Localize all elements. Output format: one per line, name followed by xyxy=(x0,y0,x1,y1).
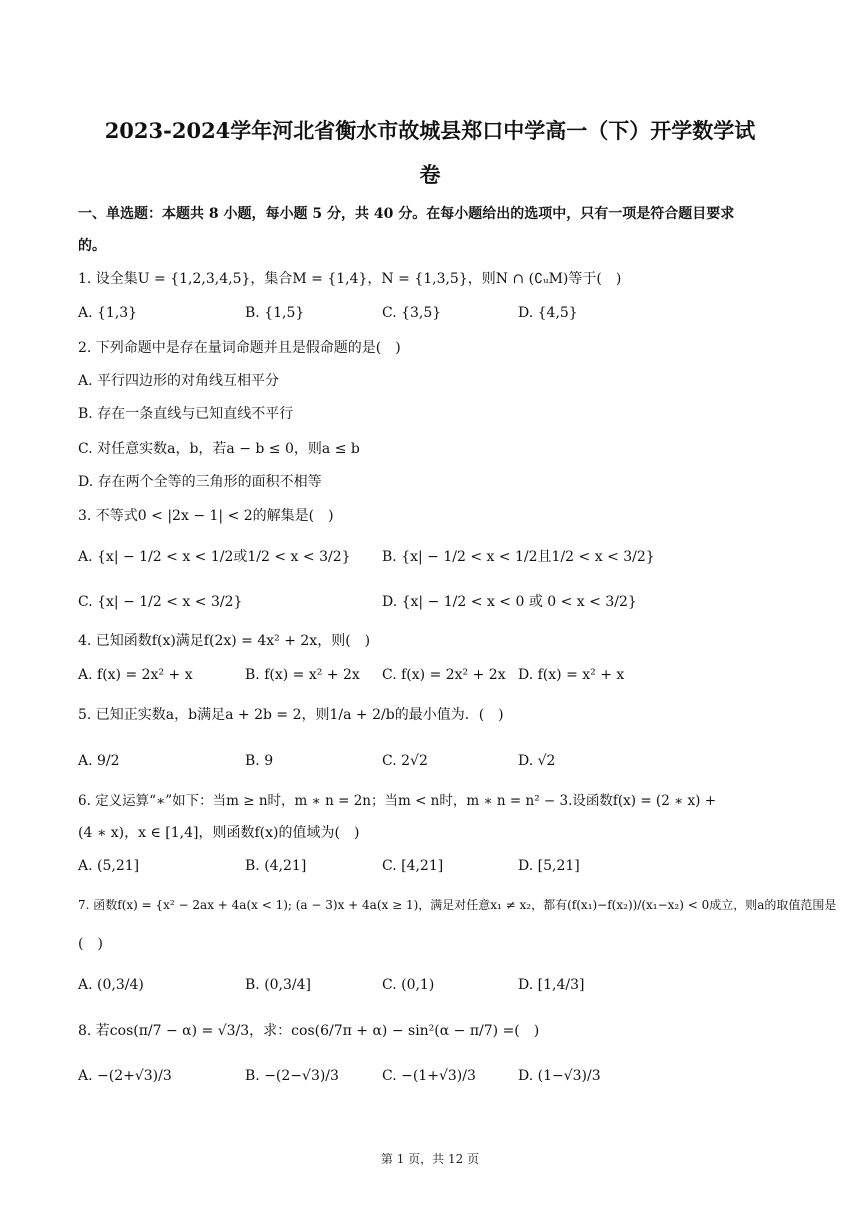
q7-option-a: A. (0,3/4) xyxy=(78,977,144,993)
q4-option-b: B. f(x) = x² + 2x xyxy=(245,667,360,683)
q5-option-d: D. √2 xyxy=(518,753,556,769)
q8-stem: 8. 若cos(π/7 − α) = √3/3，求：cos(6/7π + α) − sin²(α − π/7) =( ) xyxy=(78,1023,540,1039)
q7-option-c: C. (0,1) xyxy=(382,977,435,993)
q2-option-d: D. 存在两个全等的三角形的面积不相等 xyxy=(78,474,322,490)
q4-option-c: C. f(x) = 2x² + 2x xyxy=(382,667,506,683)
q8-option-b: B. −(2−√3)/3 xyxy=(245,1068,339,1084)
q5-option-a: A. 9/2 xyxy=(78,753,120,769)
q1-option-b: B. {1,5} xyxy=(245,305,305,321)
q3-stem: 3. 不等式0 < |2x − 1| < 2的解集是( ) xyxy=(78,508,334,524)
q2-option-b: B. 存在一条直线与已知直线不平行 xyxy=(78,406,294,422)
q7-stem: 7. 函数f(x) = {x² − 2ax + 4a(x < 1); (a − 3)x + 4a(x ≥ 1)，满足对任意x₁ ≠ x₂，都有(f(x₁)−f(x₂))/(x₁−x₂) < 0成立，则a的取值范围是 xyxy=(78,898,837,912)
q1-option-d: D. {4,5} xyxy=(518,305,578,321)
q6-option-b: B. (4,21] xyxy=(245,858,307,874)
q8-option-d: D. (1−√3)/3 xyxy=(518,1068,601,1084)
page-footer: 第 1 页，共 12 页 xyxy=(380,1152,480,1166)
q7-option-d: D. [1,4/3] xyxy=(518,977,585,993)
q6-stem-cont: (4 ∗ x)，x ∈ [1,4]，则函数f(x)的值域为( ) xyxy=(78,825,360,841)
q3-option-b: B. {x| − 1/2 < x < 1/2且1/2 < x < 3/2} xyxy=(382,549,655,565)
q4-stem: 4. 已知函数f(x)满足f(2x) = 4x² + 2x，则( ) xyxy=(78,633,371,649)
exam-title-line2: 卷 xyxy=(419,162,441,187)
q7-option-b: B. (0,3/4] xyxy=(245,977,312,993)
q5-option-c: C. 2√2 xyxy=(382,753,428,769)
q2-option-c: C. 对任意实数a，b，若a − b ≤ 0，则a ≤ b xyxy=(78,441,360,457)
q2-stem: 2. 下列命题中是存在量词命题并且是假命题的是( ) xyxy=(78,340,401,356)
q6-option-c: C. [4,21] xyxy=(382,858,444,874)
q1-stem: 1. 设全集U = {1,2,3,4,5}，集合M = {1,4}，N = {1,3,5}，则N ∩ (∁ᵤM)等于( ) xyxy=(78,271,622,287)
q8-option-a: A. −(2+√3)/3 xyxy=(78,1068,172,1084)
q1-option-c: C. {3,5} xyxy=(382,305,442,321)
q3-option-a: A. {x| − 1/2 < x < 1/2或1/2 < x < 3/2} xyxy=(78,549,351,565)
q1-option-a: A. {1,3} xyxy=(78,305,138,321)
q5-stem: 5. 已知正实数a，b满足a + 2b = 2，则1/a + 2/b的最小值为．( ) xyxy=(78,707,504,723)
q5-option-b: B. 9 xyxy=(245,753,274,769)
q4-option-a: A. f(x) = 2x² + x xyxy=(78,667,193,683)
section-header: 一、单选题：本题共 8 小题，每小题 5 分，共 40 分。在每小题给出的选项中，只有一项是符合题目要求 xyxy=(78,206,735,222)
q6-option-d: D. [5,21] xyxy=(518,858,580,874)
q3-option-c: C. {x| − 1/2 < x < 3/2} xyxy=(78,594,243,610)
exam-title-line1: 2023-2024学年河北省衡水市故城县郑口中学高一（下）开学数学试 xyxy=(104,118,756,143)
q8-option-c: C. −(1+√3)/3 xyxy=(382,1068,476,1084)
q6-stem: 6. 定义运算“∗”如下：当m ≥ n时，m ∗ n = 2n；当m < n时，m ∗ n = n² − 3.设函数f(x) = (2 ∗ x) + xyxy=(78,793,717,809)
q2-option-a: A. 平行四边形的对角线互相平分 xyxy=(78,373,280,389)
section-header-cont: 的。 xyxy=(78,238,106,254)
q6-option-a: A. (5,21] xyxy=(78,858,140,874)
q7-stem-cont: ( ) xyxy=(78,936,103,952)
q4-option-d: D. f(x) = x² + x xyxy=(518,667,625,683)
q3-option-d: D. {x| − 1/2 < x < 0 或 0 < x < 3/2} xyxy=(382,594,637,610)
